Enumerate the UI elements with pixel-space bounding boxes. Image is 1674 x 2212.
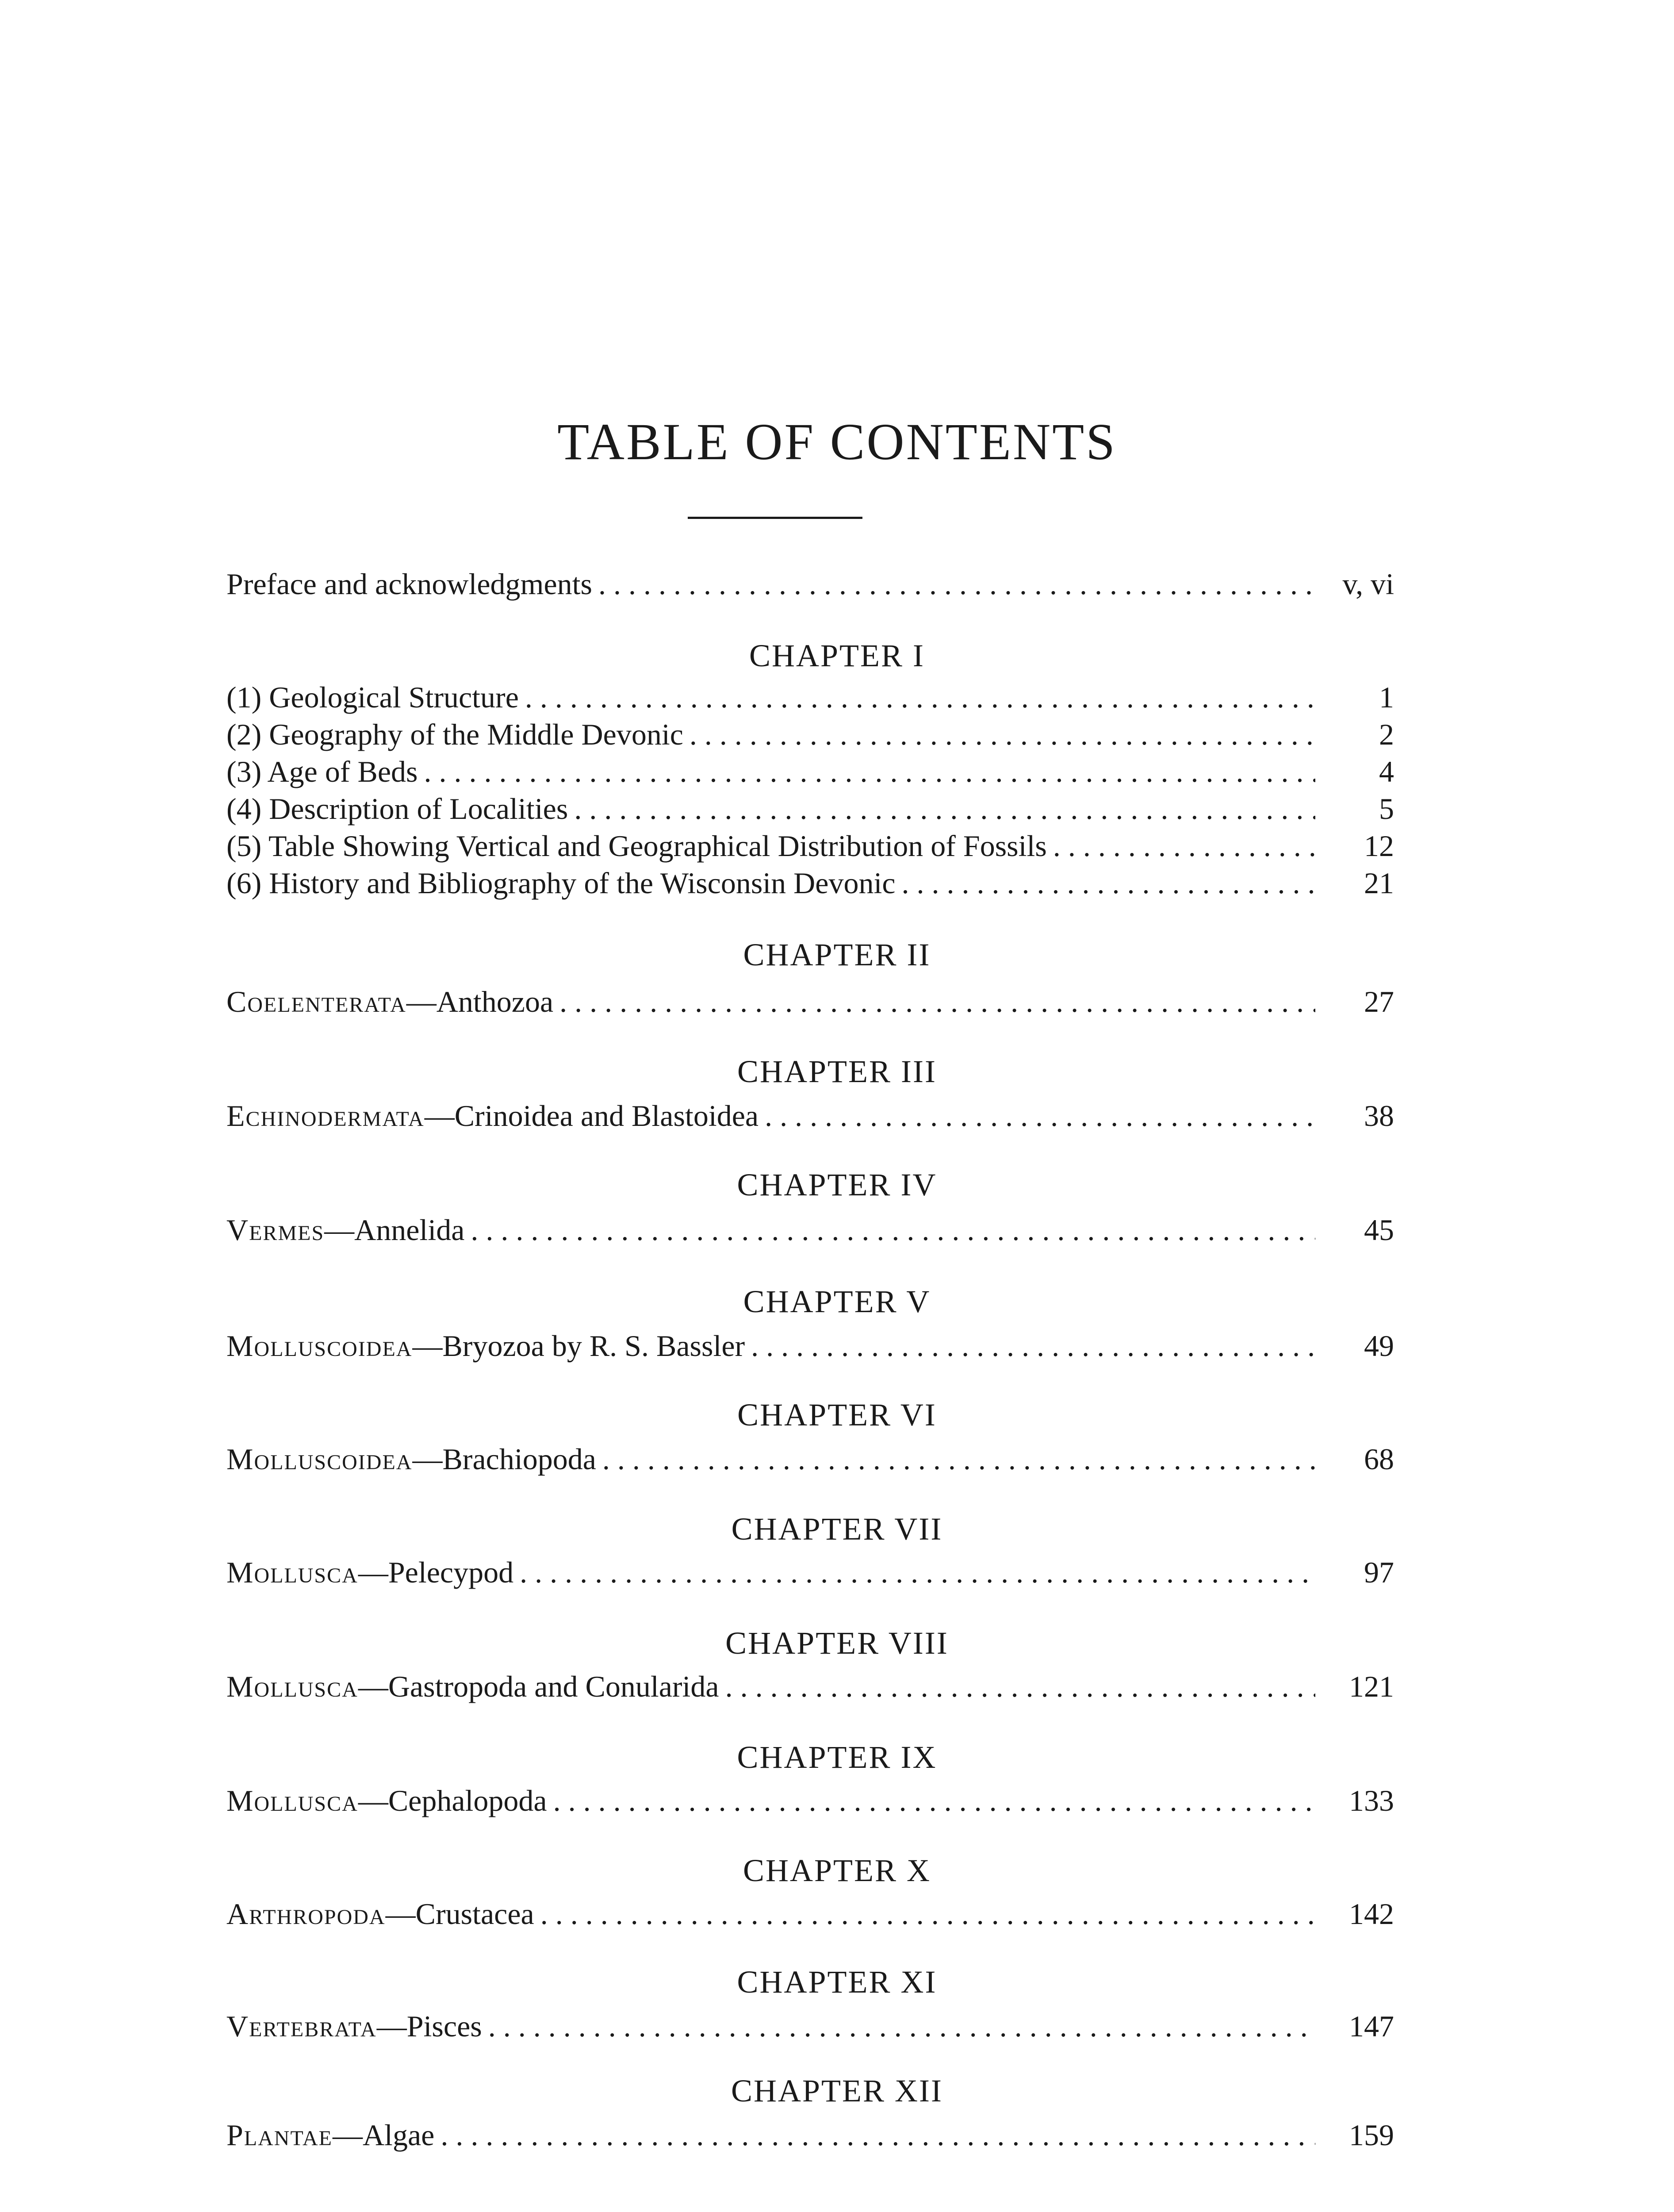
dot-leader xyxy=(690,716,1315,753)
chapter-heading: CHAPTER X xyxy=(743,1853,931,1888)
chapter-heading: CHAPTER IV xyxy=(737,1167,937,1202)
entry-page: 21 xyxy=(1364,866,1394,900)
group-subject: —Crinoidea and Blastoidea xyxy=(424,1099,759,1133)
toc-entry[interactable] xyxy=(226,716,1394,753)
entry-label xyxy=(226,1554,513,1591)
entry-page: 97 xyxy=(1364,1555,1394,1589)
entry-label: (2) Geography of the Middle Devonic xyxy=(226,718,683,751)
entry-page: 45 xyxy=(1364,1213,1394,1247)
group-subject: —Cephalopoda xyxy=(358,1784,547,1817)
entry-page: 4 xyxy=(1379,755,1394,788)
entry-page: 38 xyxy=(1364,1099,1394,1133)
entry-label xyxy=(226,1782,547,1819)
dot-leader xyxy=(471,1211,1315,1248)
toc-entry[interactable] xyxy=(226,1554,1394,1591)
entry-page: 147 xyxy=(1349,2009,1394,2043)
toc-entry[interactable] xyxy=(226,679,1394,716)
entry-label xyxy=(226,1440,596,1478)
dot-leader xyxy=(725,1668,1315,1705)
entry-label xyxy=(226,1668,719,1705)
dot-leader xyxy=(441,2116,1315,2154)
entry-label xyxy=(226,1895,534,1932)
entry-page: 1 xyxy=(1379,680,1394,714)
toc-entry[interactable] xyxy=(226,1440,1394,1478)
group-name: Mollusca xyxy=(226,1670,358,1703)
chapter-heading: CHAPTER III xyxy=(737,1054,937,1089)
chapter-heading: CHAPTER I xyxy=(749,638,925,673)
group-subject: —Gastropoda and Conularida xyxy=(358,1670,719,1703)
toc-entry[interactable] xyxy=(226,2008,1394,2045)
toc-entry[interactable] xyxy=(226,1782,1394,1819)
entry-page: v, vi xyxy=(1342,567,1394,601)
toc-entry[interactable] xyxy=(226,1327,1394,1364)
toc-entry[interactable] xyxy=(226,753,1394,790)
group-subject: —Annelida xyxy=(324,1213,465,1247)
toc-entry[interactable] xyxy=(226,1097,1394,1134)
entry-page: 49 xyxy=(1364,1329,1394,1363)
group-name: Plantae xyxy=(226,2118,333,2152)
dot-leader xyxy=(559,983,1315,1020)
dot-leader xyxy=(765,1097,1315,1134)
dot-leader xyxy=(540,1895,1315,1932)
group-name: Molluscoidea xyxy=(226,1442,413,1476)
entry-label: Preface and acknowledgments xyxy=(226,567,592,601)
entry-label: (5) Table Showing Vertical and Geographical Distribution of Fossils xyxy=(226,829,1047,863)
entry-page: 68 xyxy=(1364,1442,1394,1476)
entry-label xyxy=(226,983,553,1020)
toc-entry[interactable] xyxy=(226,827,1394,864)
entry-label xyxy=(226,2116,434,2154)
entry-label: (3) Age of Beds xyxy=(226,755,418,788)
group-subject: —Bryozoa by R. S. Bassler xyxy=(412,1329,745,1363)
dot-leader xyxy=(598,565,1315,603)
title-rule xyxy=(688,517,862,519)
toc-entry-preface[interactable] xyxy=(226,565,1394,603)
entry-page: 121 xyxy=(1349,1670,1394,1703)
dot-leader xyxy=(553,1782,1315,1819)
group-name: Vertebrata xyxy=(226,2009,377,2043)
group-subject: —Brachiopoda xyxy=(412,1442,596,1476)
entry-page: 12 xyxy=(1364,829,1394,863)
toc-entry[interactable] xyxy=(226,1668,1394,1705)
entry-label: (1) Geological Structure xyxy=(226,680,519,714)
dot-leader xyxy=(525,679,1315,716)
chapter-heading: CHAPTER VI xyxy=(737,1397,937,1432)
dot-leader xyxy=(902,864,1315,902)
group-name: Molluscoidea xyxy=(226,1329,413,1363)
group-subject: —Pelecypod xyxy=(358,1555,514,1589)
entry-page: 142 xyxy=(1349,1897,1394,1931)
group-name: Mollusca xyxy=(226,1555,358,1589)
entry-page: 2 xyxy=(1379,718,1394,751)
entry-label xyxy=(226,1211,464,1248)
chapter-heading: CHAPTER V xyxy=(743,1284,931,1319)
group-name: Echinodermata xyxy=(226,1099,425,1133)
entry-label xyxy=(226,1327,745,1364)
toc-entry[interactable] xyxy=(226,864,1394,902)
toc-entry[interactable] xyxy=(226,1895,1394,1932)
entry-page: 27 xyxy=(1364,985,1394,1018)
entry-label: (4) Description of Localities xyxy=(226,792,568,826)
chapter-heading: CHAPTER VIII xyxy=(725,1625,949,1661)
toc-entry[interactable] xyxy=(226,790,1394,827)
entry-label xyxy=(226,1097,758,1134)
dot-leader xyxy=(751,1327,1315,1364)
chapter-heading: CHAPTER XII xyxy=(731,2073,943,2108)
entry-label: (6) History and Bibliography of the Wisconsin Devonic xyxy=(226,866,896,900)
page-title: TABLE OF CONTENTS xyxy=(557,413,1117,471)
toc-entry[interactable] xyxy=(226,2116,1394,2154)
chapter-heading: CHAPTER VII xyxy=(731,1511,943,1547)
chapter-heading: CHAPTER IX xyxy=(737,1740,937,1775)
chapter-heading: CHAPTER II xyxy=(743,937,931,972)
entry-page: 159 xyxy=(1349,2118,1394,2152)
group-name: Coelenterata xyxy=(226,985,406,1018)
chapter-heading: CHAPTER XI xyxy=(737,1964,937,2000)
dot-leader xyxy=(424,753,1315,790)
toc-entry[interactable] xyxy=(226,983,1394,1020)
dot-leader xyxy=(574,790,1315,827)
group-name: Vermes xyxy=(226,1213,325,1247)
group-name: Arthropoda xyxy=(226,1897,386,1931)
toc-entry[interactable] xyxy=(226,1211,1394,1248)
entry-page: 5 xyxy=(1379,792,1394,826)
entry-page: 133 xyxy=(1349,1784,1394,1817)
dot-leader xyxy=(1053,827,1315,864)
group-name: Mollusca xyxy=(226,1784,358,1817)
entry-label xyxy=(226,2008,482,2045)
group-subject: —Pisces xyxy=(376,2009,482,2043)
dot-leader xyxy=(602,1440,1315,1478)
group-subject: —Anthozoa xyxy=(406,985,554,1018)
group-subject: —Algae xyxy=(332,2118,435,2152)
group-subject: —Crustacea xyxy=(385,1897,534,1931)
dot-leader xyxy=(520,1554,1315,1591)
dot-leader xyxy=(488,2008,1315,2045)
